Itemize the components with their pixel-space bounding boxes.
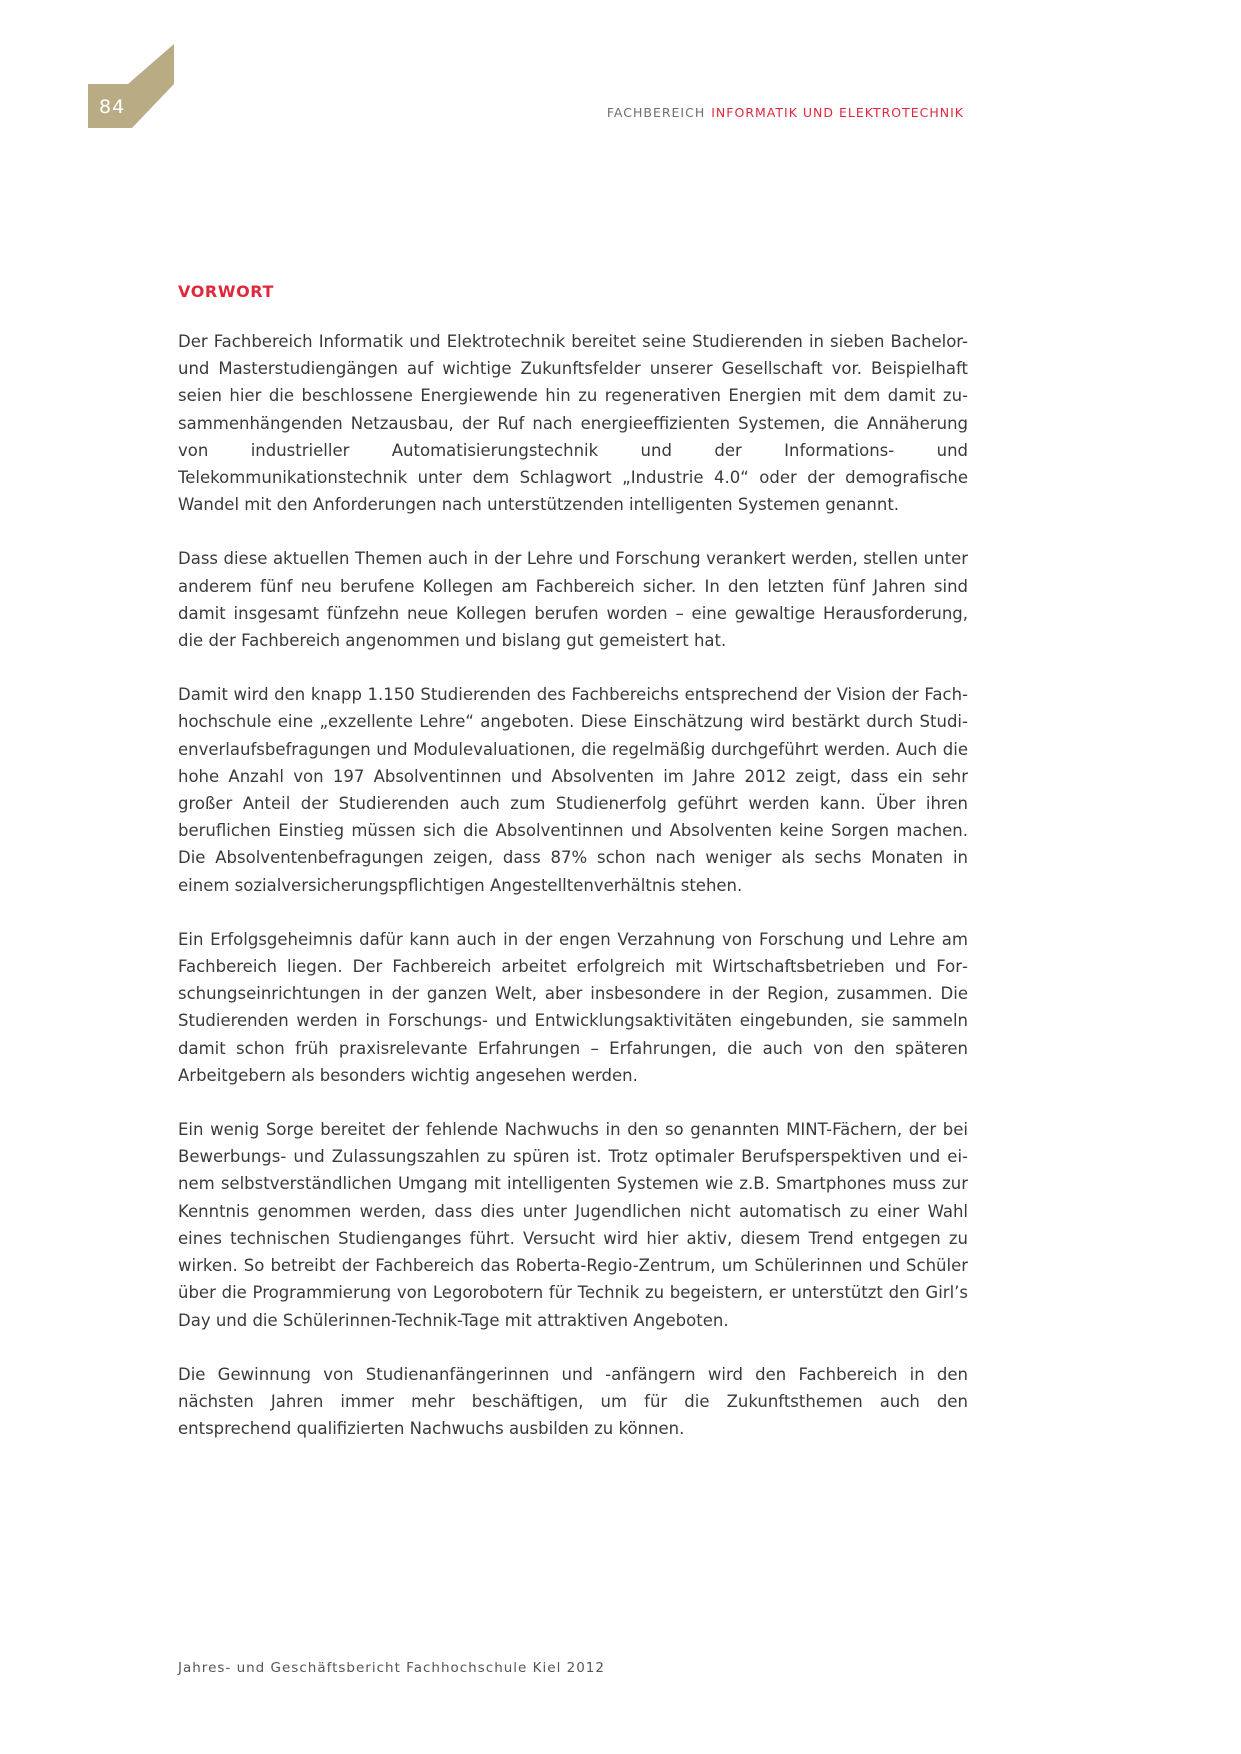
running-header	[0, 105, 964, 120]
paragraph: Ein wenig Sorge bereitet der fehlende Nachwuchs in den so genannten MINT-Fächern, der bei Bewerbungs- und Zulassungszahlen zu spüren ist. Trotz optimaler Berufsperspektiven und einem selbstverständlichen Umgang mit intelligenten Systemen wie z.B. Smartphones muss zur Kenntnis genommen werden, dass dies unter Jugendlichen nicht automatisch zu einer Wahl eines technischen Studienganges führt. Versucht wird hier aktiv, diesem Trend entgegen zu wirken. So betreibt der Fachbereich das Roberta-Regio-Zentrum, um Schülerinnen und Schüler über die Programmierung von Legorobotern für Technik zu begeistern, er unterstützt den Girl’s Day und die Schülerinnen-Technik-Tage mit attraktiven Angeboten.	[178, 1120, 968, 1330]
paragraph: Damit wird den knapp 1.150 Studierenden des Fachbereichs entsprechend der Vision der Fachhochschule eine „exzellente Lehre“ angeboten. Diese Einschätzung wird bestärkt durch Studienverlaufsbefragungen und Modulevaluationen, die regelmäßig durchgeführt werden. Auch die hohe Anzahl von 197 Absolventinnen und Absolventen im Jahre 2012 zeigt, dass ein sehr großer Anteil der Studierenden auch zum Studienerfolg geführt werden kann. Über ihren beruflichen Einstieg müssen sich die Absolventinnen und Absolventen keine Sorgen machen. Die Absolventenbefragungen zeigen, dass 87% schon nach weniger als sechs Monaten in einem sozialversicherungspflichtigen Angestelltenverhältnis stehen.	[178, 685, 968, 895]
section-title: VORWORT	[178, 282, 274, 301]
article	[178, 282, 968, 1469]
footer-text: Jahres- und Geschäftsbericht Fachhochschule Kiel 2012	[178, 1660, 605, 1676]
page-number: 84	[99, 96, 126, 118]
paragraph: Die Gewinnung von Studienanfängerinnen und -anfängern wird den Fachbereich in den nächsten Jahren immer mehr beschäftigen, um für die Zukunftsthemen auch den entsprechend qualifizierten Nachwuchs ausbilden zu können.	[178, 1364, 968, 1439]
paragraph: Dass diese aktuellen Themen auch in der Lehre und Forschung verankert werden, stellen unter anderem fünf neu berufene Kollegen am Fachbereich sicher. In den letzten fünf Jahren sind damit insgesamt fünfzehn neue Kollegen berufen worden – eine gewaltige Herausforderung, die der Fachbereich angenommen und bislang gut gemeistert hat.	[178, 549, 968, 651]
paragraph: Ein Erfolgsgeheimnis dafür kann auch in der engen Verzahnung von Forschung und Lehre am Fachbereich liegen. Der Fachbereich arbeitet erfolgreich mit Wirtschaftsbetrieben und Forschungseinrichtungen in der ganzen Welt, aber insbesondere in der Region, zusammen. Die Studierenden werden in Forschungs- und Entwicklungsaktivitäten eingebunden, sie sammeln damit schon früh praxisrelevante Erfahrungen – Erfahrungen, die auch von den späteren Arbeitgebern als besonders wichtig angesehen werden.	[178, 929, 968, 1085]
header-section-name: INFORMATIK UND ELEKTROTECHNIK	[711, 105, 964, 120]
paragraph: Der Fachbereich Informatik und Elektrotechnik bereitet seine Studierenden in sieben Bachelor- und Masterstudiengängen auf wichtige Zukunftsfelder unserer Gesellschaft vor. Beispielhaft seien hier die beschlossene Energiewende hin zu regenerativen Energien mit dem damit zusammenhängenden Netzausbau, der Ruf nach energieeffizienten Systemen, die Annäherung von industrieller Automatisierungstechnik und der Informations- und Telekommunikationstechnik unter dem Schlagwort „Industrie 4.0“ oder der demografische Wandel mit den Anforderungen nach unterstützenden intelligenten Systemen genannt.	[178, 332, 968, 515]
header-section-prefix: FACHBEREICH	[606, 105, 706, 120]
